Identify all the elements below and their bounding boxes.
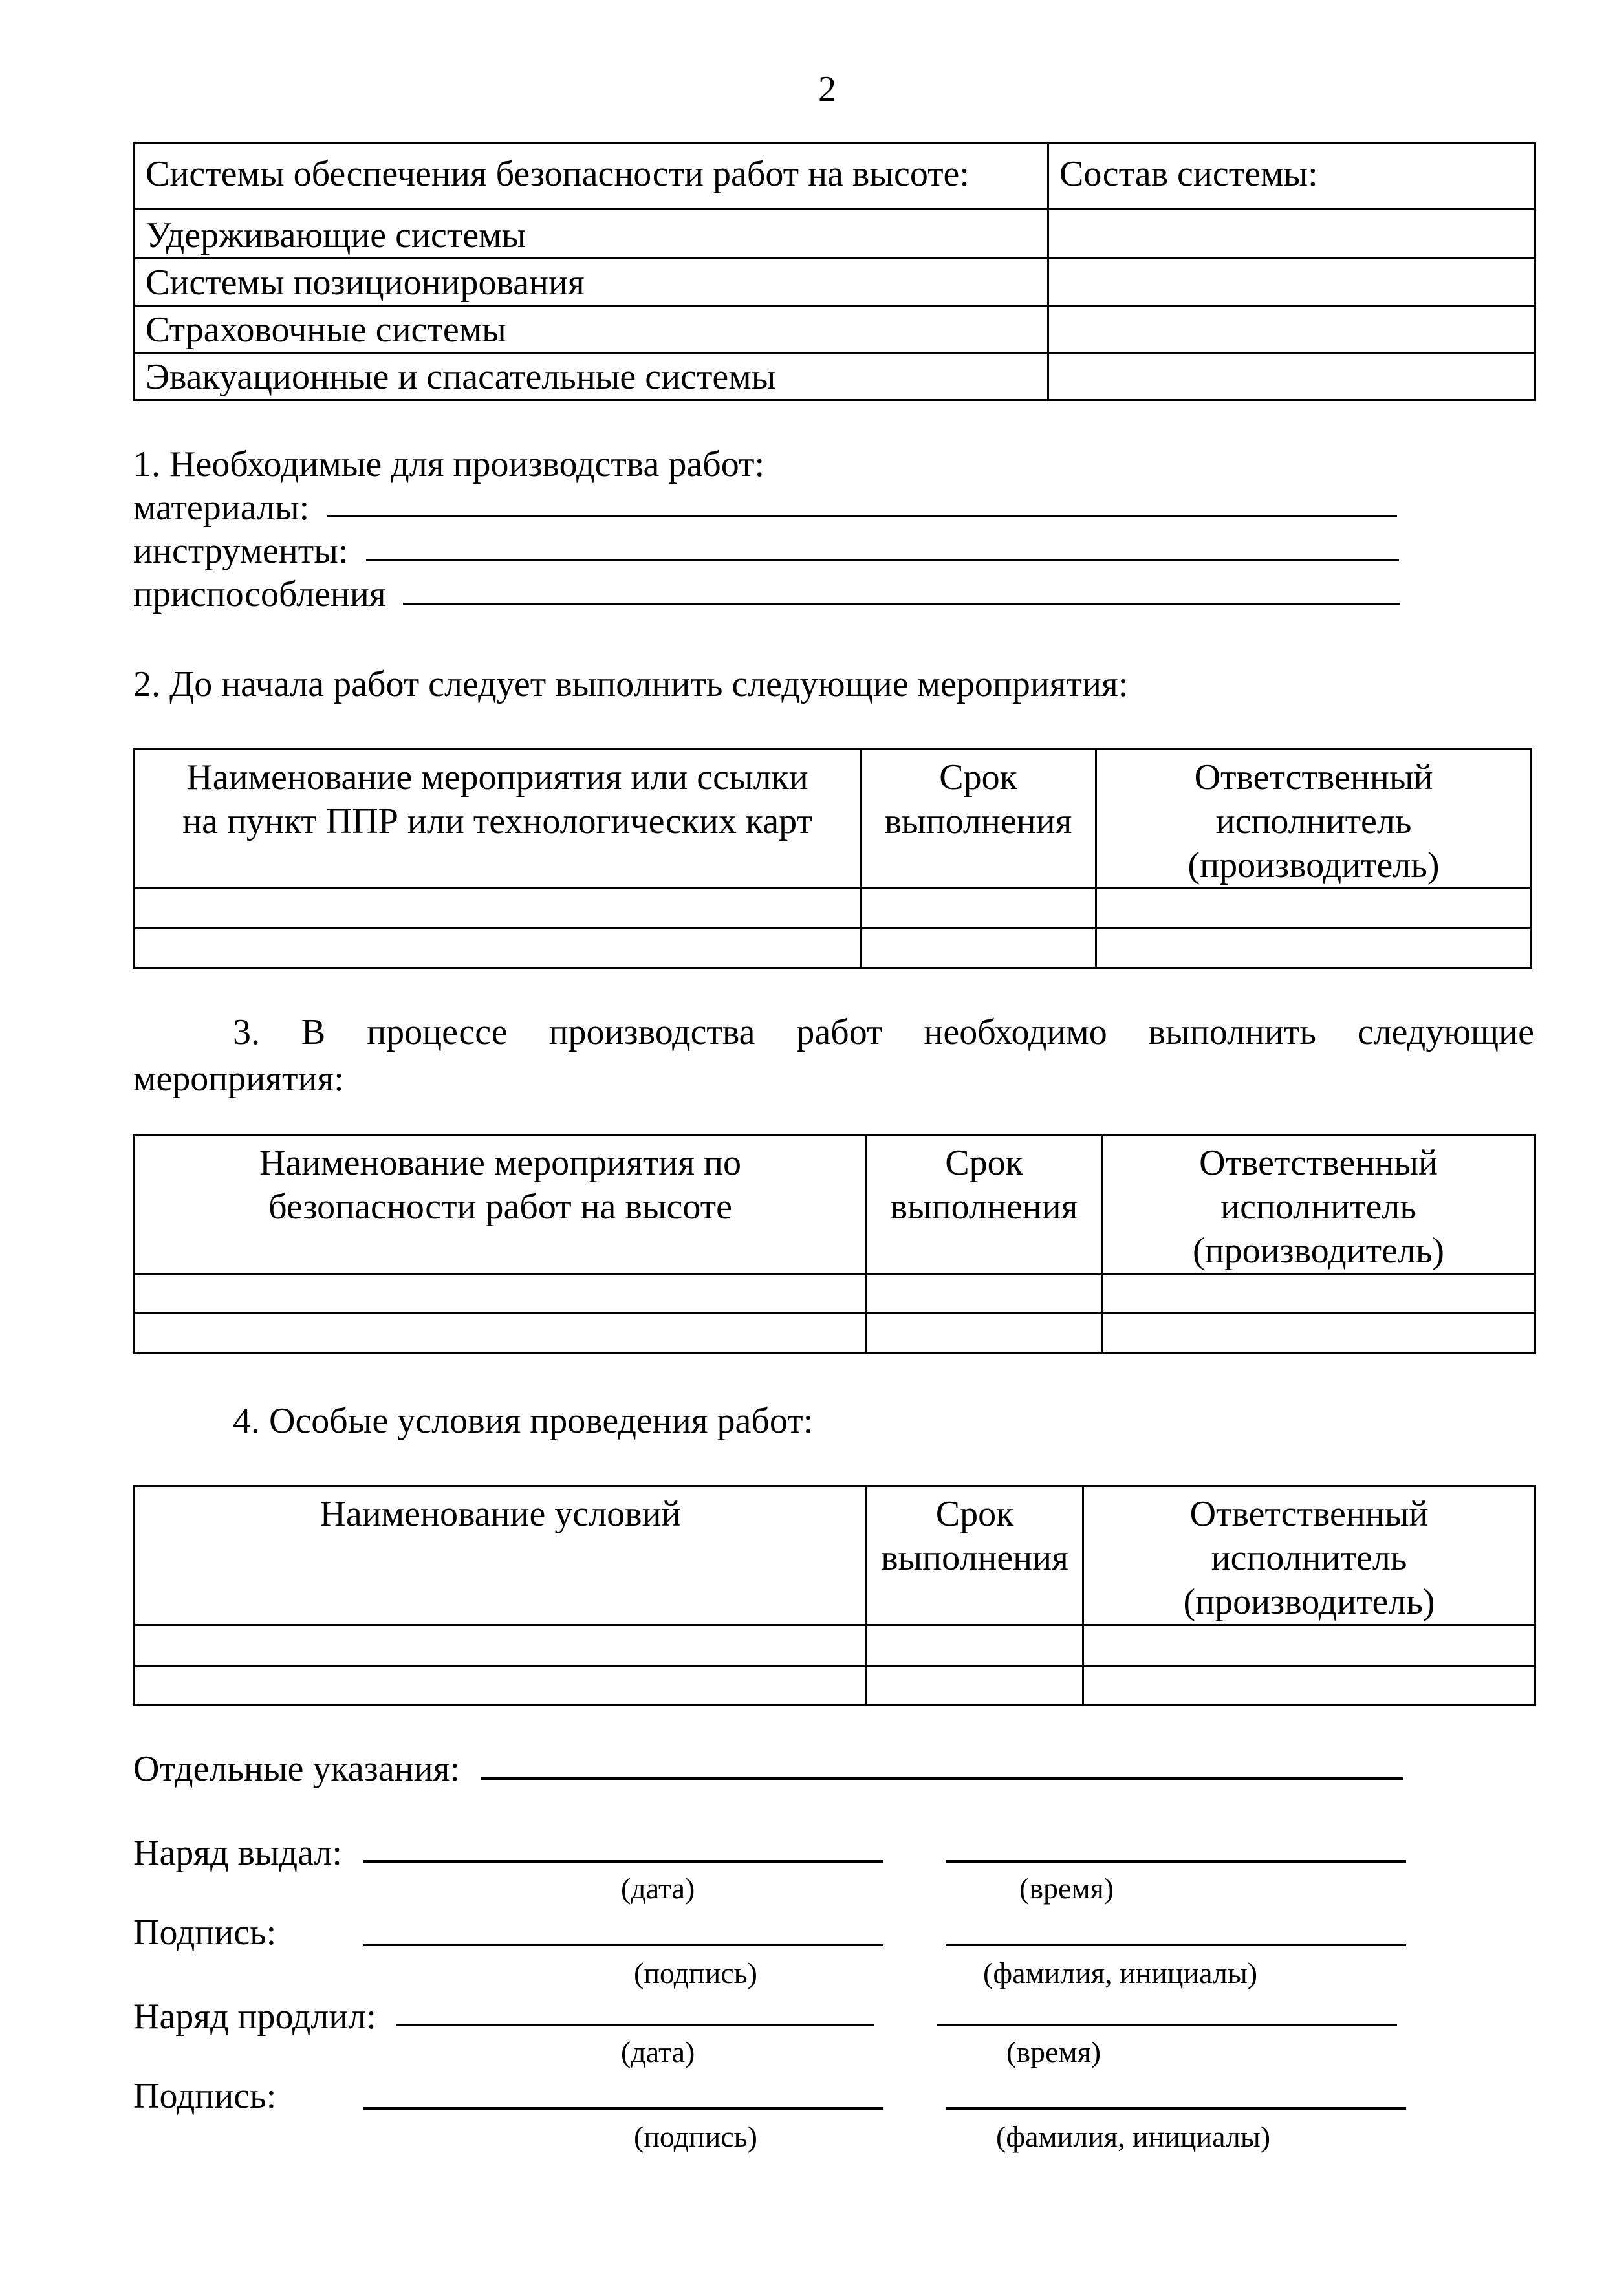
extended-time-caption: (время) xyxy=(1006,2035,1101,2068)
col-header-responsible: Ответственный исполнитель (производитель) xyxy=(1083,1486,1535,1625)
section3-heading-line2: мероприятия: xyxy=(133,1059,344,1099)
fixtures-label: приспособления xyxy=(133,574,386,614)
col-header-deadline: Срок выполнения xyxy=(861,750,1096,889)
issued-signature-input[interactable] xyxy=(363,1944,883,1946)
condition-cell[interactable] xyxy=(135,1625,867,1666)
extended-name-caption: (фамилия, инициалы) xyxy=(996,2120,1271,2153)
condition-cell[interactable] xyxy=(135,1666,867,1706)
issued-date-caption: (дата) xyxy=(621,1872,695,1905)
extended-signature-label: Подпись: xyxy=(133,2076,277,2116)
responsible-cell[interactable] xyxy=(1102,1313,1535,1354)
system-composition-cell[interactable] xyxy=(1048,306,1535,353)
issued-time-input[interactable] xyxy=(946,1860,1406,1863)
responsible-cell[interactable] xyxy=(1096,929,1532,968)
page-number: 2 xyxy=(818,69,836,109)
col-header-measure: Наименование мероприятия по безопасности работ на высоте xyxy=(135,1135,867,1274)
systems-header-name: Системы обеспечения безопасности работ на высоте: xyxy=(135,144,1048,209)
materials-label: материалы: xyxy=(133,488,310,528)
system-name: Эвакуационные и спасательные системы xyxy=(135,353,1048,400)
responsible-cell[interactable] xyxy=(1083,1625,1535,1666)
deadline-cell[interactable] xyxy=(861,929,1096,968)
extended-signature-input[interactable] xyxy=(363,2107,883,2110)
section4-table xyxy=(133,1485,1536,1706)
table-row xyxy=(135,1625,1535,1666)
systems-header-composition: Состав системы: xyxy=(1048,144,1535,209)
measure-cell[interactable] xyxy=(135,889,861,929)
system-name: Удерживающие системы xyxy=(135,209,1048,259)
table-row xyxy=(135,929,1532,968)
measure-cell[interactable] xyxy=(135,929,861,968)
table-row xyxy=(135,1313,1535,1354)
special-instructions-input[interactable] xyxy=(481,1777,1403,1780)
table-row xyxy=(135,259,1535,306)
measure-cell[interactable] xyxy=(135,1313,867,1354)
issued-time-caption: (время) xyxy=(1019,1872,1114,1905)
section3-heading-line1: 3. В процессе производства работ необходимо выполнить следующие xyxy=(233,1012,1534,1052)
table-row xyxy=(135,209,1535,259)
system-composition-cell[interactable] xyxy=(1048,209,1535,259)
issued-name-caption: (фамилия, инициалы) xyxy=(983,1956,1258,1989)
col-header-deadline: Срок выполнения xyxy=(867,1486,1083,1625)
table-row xyxy=(135,1274,1535,1313)
tools-label: инструменты: xyxy=(133,531,349,571)
col-header-condition: Наименование условий xyxy=(135,1486,867,1625)
issued-signature-caption: (подпись) xyxy=(634,1956,757,1989)
extended-date-caption: (дата) xyxy=(621,2035,695,2068)
section4-heading: 4. Особые условия проведения работ: xyxy=(233,1401,814,1441)
table-row xyxy=(135,1666,1535,1706)
deadline-cell[interactable] xyxy=(861,889,1096,929)
extended-time-input[interactable] xyxy=(937,2024,1397,2026)
section3-table xyxy=(133,1134,1536,1354)
col-header-responsible: Ответственный исполнитель (производитель) xyxy=(1096,750,1532,889)
system-name: Системы позиционирования xyxy=(135,259,1048,306)
issued-date-input[interactable] xyxy=(363,1860,883,1863)
extended-name-input[interactable] xyxy=(946,2107,1406,2110)
section1-heading: 1. Необходимые для производства работ: xyxy=(133,444,765,484)
system-composition-cell[interactable] xyxy=(1048,353,1535,400)
responsible-cell[interactable] xyxy=(1096,889,1532,929)
extended-signature-caption: (подпись) xyxy=(634,2120,757,2153)
section2-table xyxy=(133,748,1532,969)
table-row xyxy=(135,889,1532,929)
section2-heading: 2. До начала работ следует выполнить следующие мероприятия: xyxy=(133,664,1129,704)
special-instructions-label: Отдельные указания: xyxy=(133,1749,460,1789)
issued-name-input[interactable] xyxy=(946,1944,1406,1946)
table-row xyxy=(135,353,1535,400)
deadline-cell[interactable] xyxy=(867,1625,1083,1666)
table-row xyxy=(135,306,1535,353)
system-composition-cell[interactable] xyxy=(1048,259,1535,306)
extended-date-input[interactable] xyxy=(396,2024,874,2026)
extended-label: Наряд продлил: xyxy=(133,1997,376,2037)
systems-table xyxy=(133,142,1536,401)
responsible-cell[interactable] xyxy=(1102,1274,1535,1313)
system-name: Страховочные системы xyxy=(135,306,1048,353)
deadline-cell[interactable] xyxy=(867,1313,1102,1354)
issued-label: Наряд выдал: xyxy=(133,1833,342,1873)
col-header-responsible: Ответственный исполнитель (производитель) xyxy=(1102,1135,1535,1274)
materials-input[interactable] xyxy=(327,515,1397,517)
deadline-cell[interactable] xyxy=(867,1274,1102,1313)
issued-signature-label: Подпись: xyxy=(133,1912,277,1953)
fixtures-input[interactable] xyxy=(403,603,1400,605)
col-header-measure: Наименование мероприятия или ссылки на пункт ППР или технологических карт xyxy=(135,750,861,889)
col-header-deadline: Срок выполнения xyxy=(867,1135,1102,1274)
measure-cell[interactable] xyxy=(135,1274,867,1313)
deadline-cell[interactable] xyxy=(867,1666,1083,1706)
responsible-cell[interactable] xyxy=(1083,1666,1535,1706)
tools-input[interactable] xyxy=(366,559,1399,561)
